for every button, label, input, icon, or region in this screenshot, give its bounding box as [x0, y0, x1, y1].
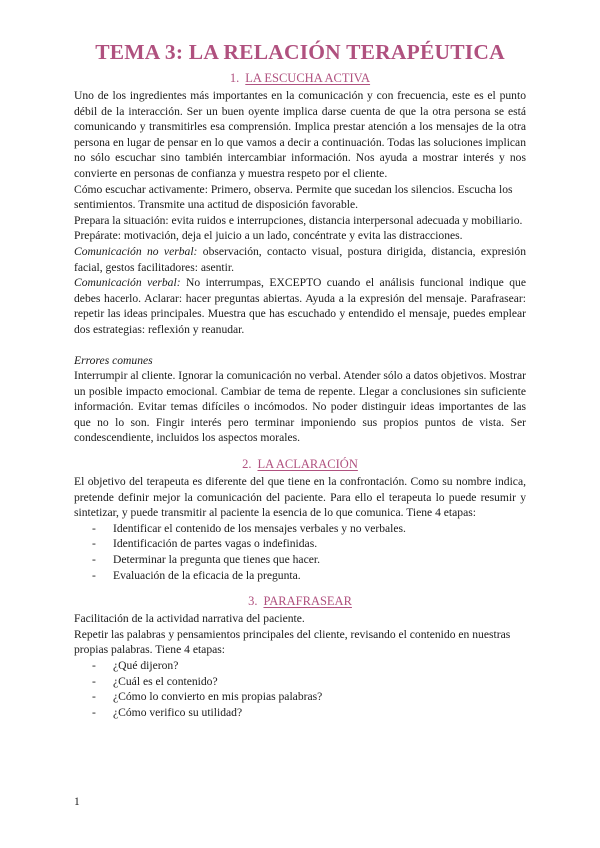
list-item-text: ¿Cuál es el contenido? [113, 674, 218, 688]
section-1-number: 1. [229, 71, 240, 85]
section-2-number: 2. [242, 457, 252, 472]
section-2-heading [74, 456, 526, 472]
document-title: TEMA 3: LA RELACIÓN TERAPÉUTICA [95, 40, 505, 64]
errors-paragraph: Interrumpir al cliente. Ignorar la comunicación no verbal. Atender sólo a datos objetivos. Mostrar un posible impacto emocional. Cambiar de tema de repente. Llegar a conclusiones sin suficiente información. Evitar temas difíciles o incómodos. No poder distinguir ideas importantes de las que no lo son. Fingir interés pero terminar imponiendo sus propios puntos de vista. Ser condescendiente, incluidos los aspectos morales. [74, 369, 527, 445]
nonverbal-paragraph [74, 244, 526, 275]
list-item [74, 705, 526, 721]
section-3-list [74, 658, 526, 720]
section-3-line-2: Repetir las palabras y pensamientos principales del cliente, revisando el contenido en nuestras propias palabras. Tiene 4 etapas: [74, 627, 511, 657]
section-3-number: 3. [248, 594, 258, 609]
list-item [74, 674, 526, 690]
section-2-intro: El objetivo del terapeuta es diferente del que tiene en la confrontación. Como su nombre indica, pretende definir mejor la comunicación del paciente. Para ello el terapeuta lo puede resumir y sintetizar, y puede transmitir al paciente la esencia de lo que comunica. Tiene 4 etapas: [74, 475, 526, 520]
list-item-text: ¿Cómo lo convierto en mis propias palabras? [113, 690, 323, 704]
section-2-title: LA ACLARACIÓN [257, 457, 358, 472]
errors-heading [74, 353, 526, 369]
list-item [74, 552, 526, 568]
nonverbal-text: observación, contacto visual, postura dirigida, distancia, expresión facial, gestos facilitadores: asentir. [74, 244, 526, 274]
dash-bullet: - [92, 553, 96, 567]
document-body [74, 70, 526, 720]
dash-bullet: - [92, 659, 96, 672]
how-to-listen-paragraph: Cómo escuchar activamente: Primero, observa. Permite que sucedan los silencios. Escucha los sentimientos. Transmite una actitud de disposición favorable. [74, 182, 513, 212]
prepare-yourself-paragraph: Prepárate: motivación, deja el juicio a un lado, concéntrate y evita las distracciones. [74, 229, 463, 243]
dash-bullet: - [92, 568, 96, 582]
dash-bullet: - [92, 537, 96, 551]
section-3-line-1: Facilitación de la actividad narrativa del paciente. [74, 612, 305, 626]
list-item-text: Determinar la pregunta que tienes que hacer. [113, 553, 320, 567]
verbal-paragraph [74, 275, 526, 337]
section-1-title: LA ESCUCHA ACTIVA [245, 71, 371, 85]
prepare-situation-paragraph: Prepara la situación: evita ruidos e interrupciones, distancia interpersonal adecuada y mobiliario. [74, 213, 523, 227]
dash-bullet: - [92, 674, 96, 688]
page-number: 1 [74, 796, 80, 808]
list-item [74, 658, 526, 674]
dash-bullet: - [92, 705, 96, 719]
list-item [74, 536, 526, 552]
section-3-heading [74, 593, 526, 609]
nonverbal-label: Comunicación no verbal: [74, 244, 198, 258]
section-1-intro: Uno de los ingredientes más importantes en la comunicación y con frecuencia, este es el punto débil de la interacción. Ser un buen oyente implica darse cuenta de que la otra persona se está comunicando y transmitirles esa comprensión. Implica prestar atención a los mensajes de la otra persona en lugar de pensar en lo que vamos a decir a continuación. Todas las soluciones implican no sólo escuchar sino también intercambiar información. Nos ayuda a mostrar interés y nos convierte en personas de confianza y muestra respeto por el cliente. [74, 89, 526, 180]
spacer [74, 338, 526, 353]
list-item-text: Identificación de partes vagas o indefinidas. [113, 537, 318, 551]
list-item-text: ¿Cómo verifico su utilidad? [113, 705, 243, 719]
spacer [74, 583, 526, 593]
list-item-text: ¿Qué dijeron? [113, 659, 179, 672]
dash-bullet: - [92, 521, 96, 535]
section-2-list [74, 521, 526, 583]
verbal-label: Comunicación verbal: [74, 276, 181, 290]
errors-heading-text: Errores comunes [74, 353, 153, 367]
section-3-title: PARAFRASEAR [263, 594, 352, 609]
spacer [74, 446, 526, 456]
verbal-text: No interrumpas, EXCEPTO cuando el análisis funcional indique que debes hacerlo. Aclarar: hacer preguntas abiertas. Ayuda a la expresión del mensaje. Parafrasear: repetir las ideas principales. Muestra que has escuchado y entendido el mensaje, puedes emplear dos estrategias: reflexión y reanudar. [74, 276, 526, 336]
list-item-text: Identificar el contenido de los mensajes verbales y no verbales. [113, 521, 406, 535]
list-item [74, 568, 526, 584]
dash-bullet: - [92, 690, 96, 704]
section-1-heading [74, 70, 526, 86]
list-item [74, 521, 526, 537]
list-item [74, 689, 526, 705]
list-item-text: Evaluación de la eficacia de la pregunta. [113, 568, 301, 582]
